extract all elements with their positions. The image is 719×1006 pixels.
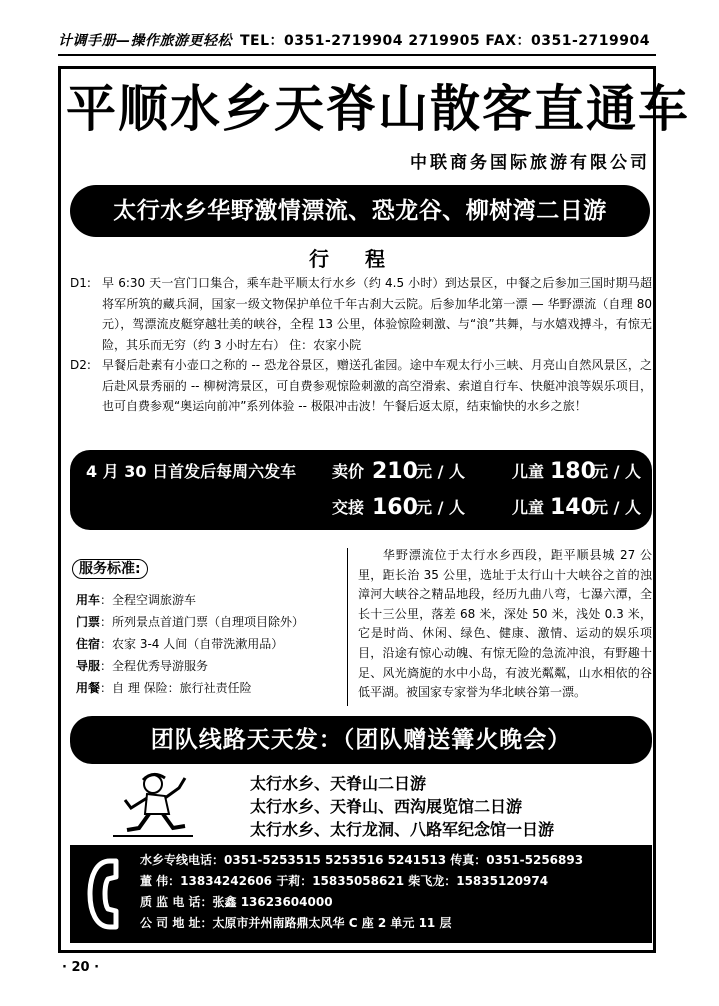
service-item — [76, 612, 344, 632]
child-retail-price: 180 — [550, 459, 596, 484]
day-label: D1: — [70, 276, 91, 290]
route-item: 太行水乡、天脊山二日游 — [250, 774, 427, 793]
itinerary-day-1 — [70, 273, 652, 355]
price-row-transfer — [70, 490, 652, 526]
service-key: 用餐 — [76, 681, 101, 695]
service-value: ：全程空调旅游车 — [100, 593, 197, 607]
contact-line-hotline: 水乡专线电话：0351-5253515 5253516 5241513 传真：0351-5256893 — [140, 853, 584, 867]
retail-price: 210 — [372, 459, 418, 484]
telephone-icon — [84, 857, 124, 931]
child-transfer-price: 140 — [550, 495, 596, 520]
service-title — [72, 558, 192, 580]
departure-schedule: 4 月 30 日首发后每周六发车 — [86, 462, 297, 481]
rafting-intro — [358, 546, 652, 706]
day-text: 早餐后赴素有小壶口之称的 -- 恐龙谷景区，赠送孔雀园。途中车观太行小三峡、月亮山自然风景区，之后赴风景秀丽的 -- 柳树湾景区，可自费参观惊险刺激的高空滑索、索道自行车、快艇冲浪等娱乐项目，也可自费参观“奥运向前冲”系列体验 -- 极限冲击波！午餐后返太原，结束愉快的水乡之旅！ — [102, 358, 652, 413]
child-label: 儿童 — [512, 462, 545, 481]
page-header — [58, 30, 658, 54]
child-transfer-unit: 元 / 人 — [592, 498, 641, 517]
itinerary-title: 行程 — [309, 247, 421, 271]
service-item — [76, 634, 344, 654]
service-key: 门票 — [76, 615, 101, 629]
service-value: ：农家 3-4 人间（自带洗漱用品） — [100, 637, 284, 651]
contact-line-staff: 董 伟：13834242606 于莉：15835058621 柴飞龙：15835120974 — [140, 874, 549, 888]
rafting-intro-text: 华野漂流位于太行水乡西段，距平顺县城 27 公里，距长治 35 公里，选址于太行山十大峡谷之首的浊漳河大峡谷之精品地段，经历九曲八弯，七瀑六潭，全长十三公里，落差 68 米，深处 50 米，浅处 0.3 米，它是时尚、休闲、绿色、健康、激情、运动的娱乐项目，沿途有惊心动魄、有惊无险的急流冲浪，有野趣十足、风光旖旎的水中小岛，有波光粼粼，山水相依的谷低平湖。被国家专家誉为华北峡谷第一漂。 — [358, 548, 652, 700]
price-row-retail — [70, 454, 652, 490]
header-contacts: TEL：0351-2719904 2719905 FAX：0351-2719904 — [240, 33, 650, 49]
header-rule — [58, 54, 656, 56]
contact-line-address: 公 司 地 址：太原市并州南路鼎太风华 C 座 2 单元 11 层 — [140, 916, 452, 930]
service-title-text: 服务标准: — [72, 559, 148, 579]
day-text: 早 6:30 天一宫门口集合，乘车赴平顺太行水乡（约 4.5 小时）到达景区，中餐之后参加三国时期马超将军所筑的藏兵洞，国家一级文物保护单位千年古刹大云院。后参加华北第一漂 — 华野漂流（自理 80 元），驾漂流皮艇穿越壮美的峡谷，全程 13 公里，体验惊险刺激、与“浪”共舞，与水嬉戏搏斗，有惊无险，其乐而无穷（约 3 小时左右） 住：农家小院 — [102, 276, 652, 352]
company-name: 中联商务国际旅游有限公司 — [410, 153, 650, 173]
running-man-illustration — [105, 770, 200, 840]
service-item — [76, 678, 344, 698]
service-standards — [70, 548, 348, 706]
retail-unit: 元 / 人 — [416, 462, 465, 481]
transfer-unit: 元 / 人 — [416, 498, 465, 517]
service-value: ：自 理 保险：旅行社责任险 — [100, 681, 252, 695]
main-title: 平顺水乡天脊山散客直通车 — [66, 79, 690, 138]
service-item — [76, 590, 344, 610]
service-key: 用车 — [76, 593, 101, 607]
service-value: ：所列景点首道门票（自理项目除外） — [100, 615, 305, 629]
contact-box — [70, 845, 652, 943]
child-label: 儿童 — [512, 498, 545, 517]
itinerary-day-2 — [70, 355, 652, 417]
transfer-label: 交接 — [332, 498, 365, 517]
route-item: 太行水乡、太行龙洞、八路军纪念馆一日游 — [250, 820, 555, 839]
service-key: 导服 — [76, 659, 101, 673]
service-item — [76, 656, 344, 676]
tour-banner: 太行水乡华野激情漂流、恐龙谷、柳树湾二日游 — [70, 185, 650, 237]
price-box — [70, 450, 652, 530]
day-label: D2: — [70, 358, 91, 372]
child-retail-unit: 元 / 人 — [592, 462, 641, 481]
service-key: 住宿 — [76, 637, 101, 651]
contact-line-quality: 质 监 电 话：张鑫 13623604000 — [140, 895, 333, 909]
transfer-price: 160 — [372, 495, 418, 520]
service-value: ：全程优秀导游服务 — [100, 659, 209, 673]
header-slogan: 计调手册—操作旅游更轻松 — [58, 33, 232, 49]
team-route-banner: 团队线路天天发：（团队赠送篝火晚会） — [70, 716, 652, 764]
page-number: · 20 · — [62, 960, 100, 975]
route-item: 太行水乡、天脊山、西沟展览馆二日游 — [250, 797, 523, 816]
route-list — [250, 772, 650, 841]
retail-label: 卖价 — [332, 462, 365, 481]
